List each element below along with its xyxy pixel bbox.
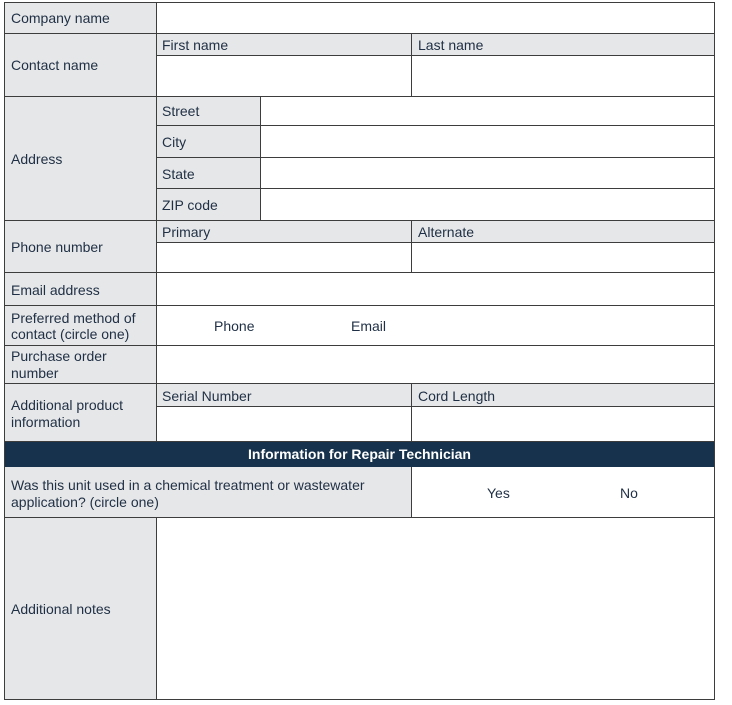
purchase-order-label-line1: Purchase order: [11, 348, 107, 364]
city-label: City: [162, 134, 187, 150]
preferred-contact-label-line2: contact (circle one): [11, 326, 130, 342]
email-address-label: Email address: [11, 282, 100, 298]
contact-sub-line: [157, 55, 714, 56]
contact-name-label: Contact name: [11, 57, 99, 73]
city-input[interactable]: [261, 126, 714, 158]
zip-input[interactable]: [261, 189, 714, 221]
additional-notes-label: Additional notes: [11, 601, 111, 617]
border-bottom: [5, 699, 715, 700]
preferred-contact-label-line1: Preferred method of: [11, 310, 136, 326]
purchase-order-input[interactable]: [157, 346, 714, 384]
border-right: [714, 2, 715, 700]
serial-number-input[interactable]: [157, 407, 412, 442]
question-options[interactable]: [412, 467, 714, 518]
phone-number-label: Phone number: [11, 239, 103, 255]
additional-notes-input[interactable]: [157, 518, 714, 699]
primary-phone-input[interactable]: [157, 242, 412, 273]
option-no[interactable]: No: [620, 485, 638, 501]
last-name-label: Last name: [418, 37, 484, 53]
cord-length-input[interactable]: [412, 407, 714, 442]
divider-label-col-top: [156, 3, 157, 442]
phone-sub-line: [157, 242, 714, 243]
product-info-label-line1: Additional product: [11, 397, 124, 413]
question-col-line: [411, 467, 412, 518]
row-line: [5, 517, 714, 518]
alternate-phone-input[interactable]: [412, 242, 714, 273]
option-yes[interactable]: Yes: [487, 485, 510, 501]
product-col-line: [411, 384, 412, 442]
cord-length-label: Cord Length: [418, 388, 496, 404]
address-label: Address: [11, 151, 63, 167]
street-input[interactable]: [261, 96, 714, 126]
company-name-label: Company name: [11, 10, 110, 26]
address-sub-line: [157, 157, 714, 158]
option-phone[interactable]: Phone: [214, 318, 255, 334]
phone-col-line: [411, 221, 412, 273]
serial-number-label: Serial Number: [162, 388, 252, 404]
row-line: [5, 441, 714, 442]
technician-section-header: Information for Repair Technician: [5, 442, 714, 467]
row-line: [5, 220, 714, 221]
address-col-line: [260, 96, 261, 221]
state-label: State: [162, 166, 195, 182]
border-top: [5, 2, 715, 3]
state-input[interactable]: [261, 158, 714, 189]
row-line: [5, 96, 714, 97]
question-label-line1: Was this unit used in a chemical treatment or wastewater: [11, 477, 365, 493]
purchase-order-label-line2: number: [11, 365, 59, 381]
divider-label-col-bottom: [156, 518, 157, 699]
product-sub-line: [157, 406, 714, 407]
street-label: Street: [162, 103, 200, 119]
email-address-input[interactable]: [157, 273, 714, 306]
row-line: [5, 33, 714, 34]
address-sub-line: [157, 188, 714, 189]
row-line: [5, 305, 714, 306]
last-name-input[interactable]: [412, 55, 714, 96]
product-info-label-line2: information: [11, 414, 81, 430]
row-line: [5, 345, 714, 346]
first-name-label: First name: [162, 37, 229, 53]
row-line: [5, 272, 714, 273]
border-left: [4, 2, 5, 700]
zip-label: ZIP code: [162, 197, 218, 213]
contact-col-line: [411, 34, 412, 96]
alternate-label: Alternate: [418, 224, 475, 240]
option-email[interactable]: Email: [351, 318, 387, 334]
row-line: [5, 383, 714, 384]
address-sub-line: [157, 125, 714, 126]
question-label-line2: application? (circle one): [11, 494, 159, 510]
company-name-input[interactable]: [157, 3, 714, 34]
primary-label: Primary: [162, 224, 211, 240]
first-name-input[interactable]: [157, 55, 412, 96]
